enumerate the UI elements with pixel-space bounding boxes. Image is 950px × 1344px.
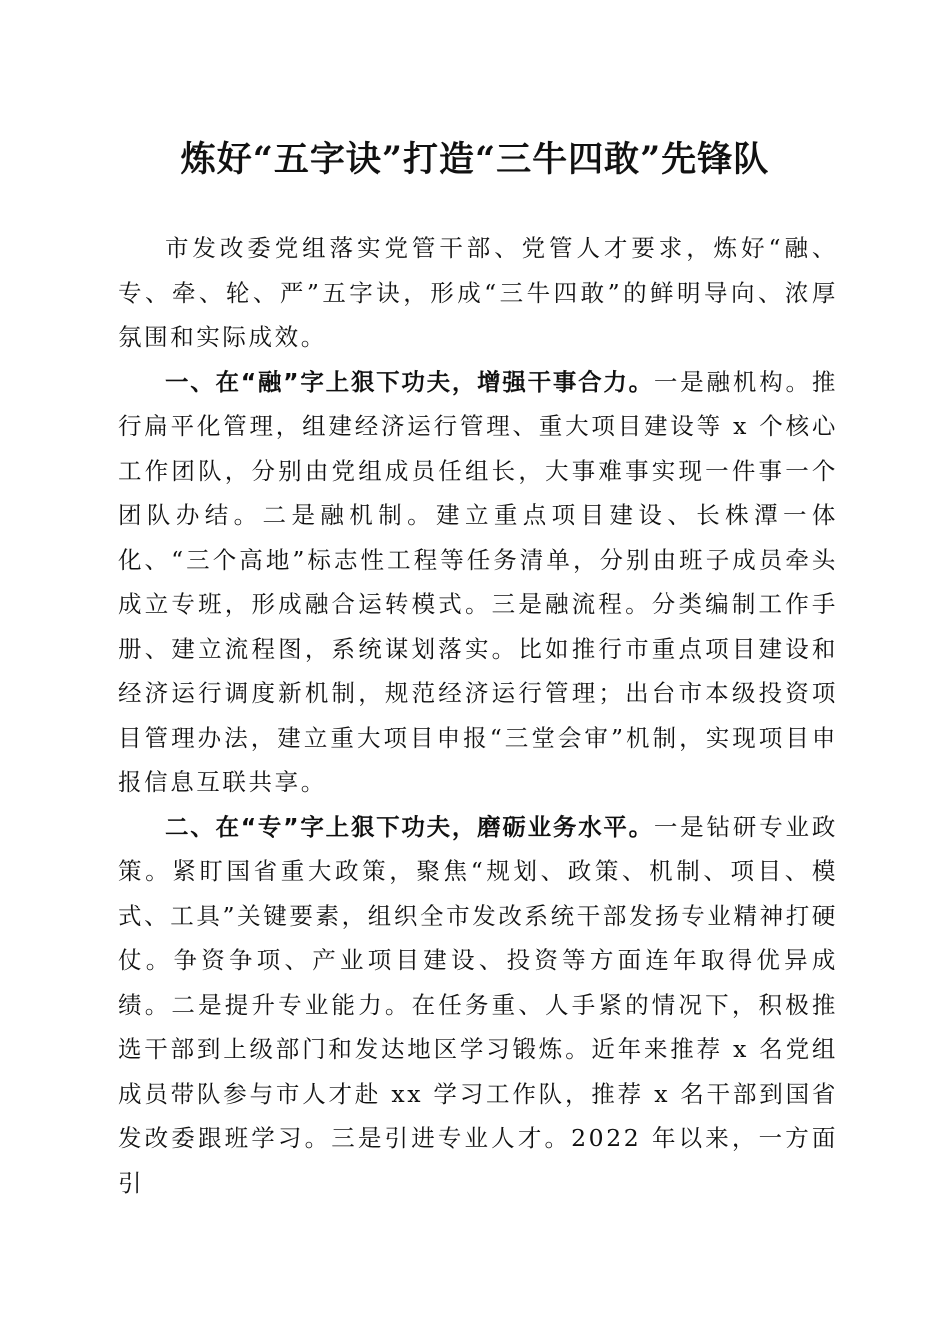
section-2-heading: 二、在“专”字上狠下功夫，磨砺业务水平。 <box>165 812 654 841</box>
section-1-heading: 一、在“融”字上狠下功夫，增强干事合力。 <box>165 367 654 396</box>
section-2-paragraph <box>118 805 838 1206</box>
section-1-text: 一是融机构。推行扁平化管理，组建经济运行管理、重大项目建设等 x 个核心工作团队，分别由党组成员任组长，大事难事实现一件事一个团队办结。二是融机制。建立重点项目建设、长株潭一体化、“三个高地”标志性工程等任务清单，分别由班子成员牵头成立专班，形成融合运转模式。三是融流程。分类编制工作手册、建立流程图，系统谋划落实。比如推行市重点项目建设和经济运行调度新机制，规范经济运行管理；出台市本级投资项目管理办法，建立重大项目申报“三堂会审”机制，实现项目申报信息互联共享。 <box>118 367 839 796</box>
intro-paragraph: 市发改委党组落实党管干部、党管人才要求，炼好“融、专、牵、轮、严”五字诀，形成“三牛四敢”的鲜明导向、浓厚氛围和实际成效。 <box>118 234 838 351</box>
document-title: 炼好“五字诀”打造“三牛四敢”先锋队 <box>180 139 770 180</box>
section-1-paragraph <box>118 360 838 805</box>
section-2-text: 一是钻研专业政策。紧盯国省重大政策，聚焦“规划、政策、机制、项目、模式、工具”关键要素，组织全市发改系统干部发扬专业精神打硬仗。争资争项、产业项目建设、投资等方面连年取得优异成绩。二是提升专业能力。在任务重、人手紧的情况下，积极推选干部到上级部门和发达地区学习锻炼。近年来推荐 x 名党组成员带队参与市人才赴 xx 学习工作队，推荐 x 名干部到国省发改委跟班学习。三是引进专业人才。2022 年以来，一方面引 <box>118 812 839 1197</box>
document-body <box>118 226 838 1205</box>
